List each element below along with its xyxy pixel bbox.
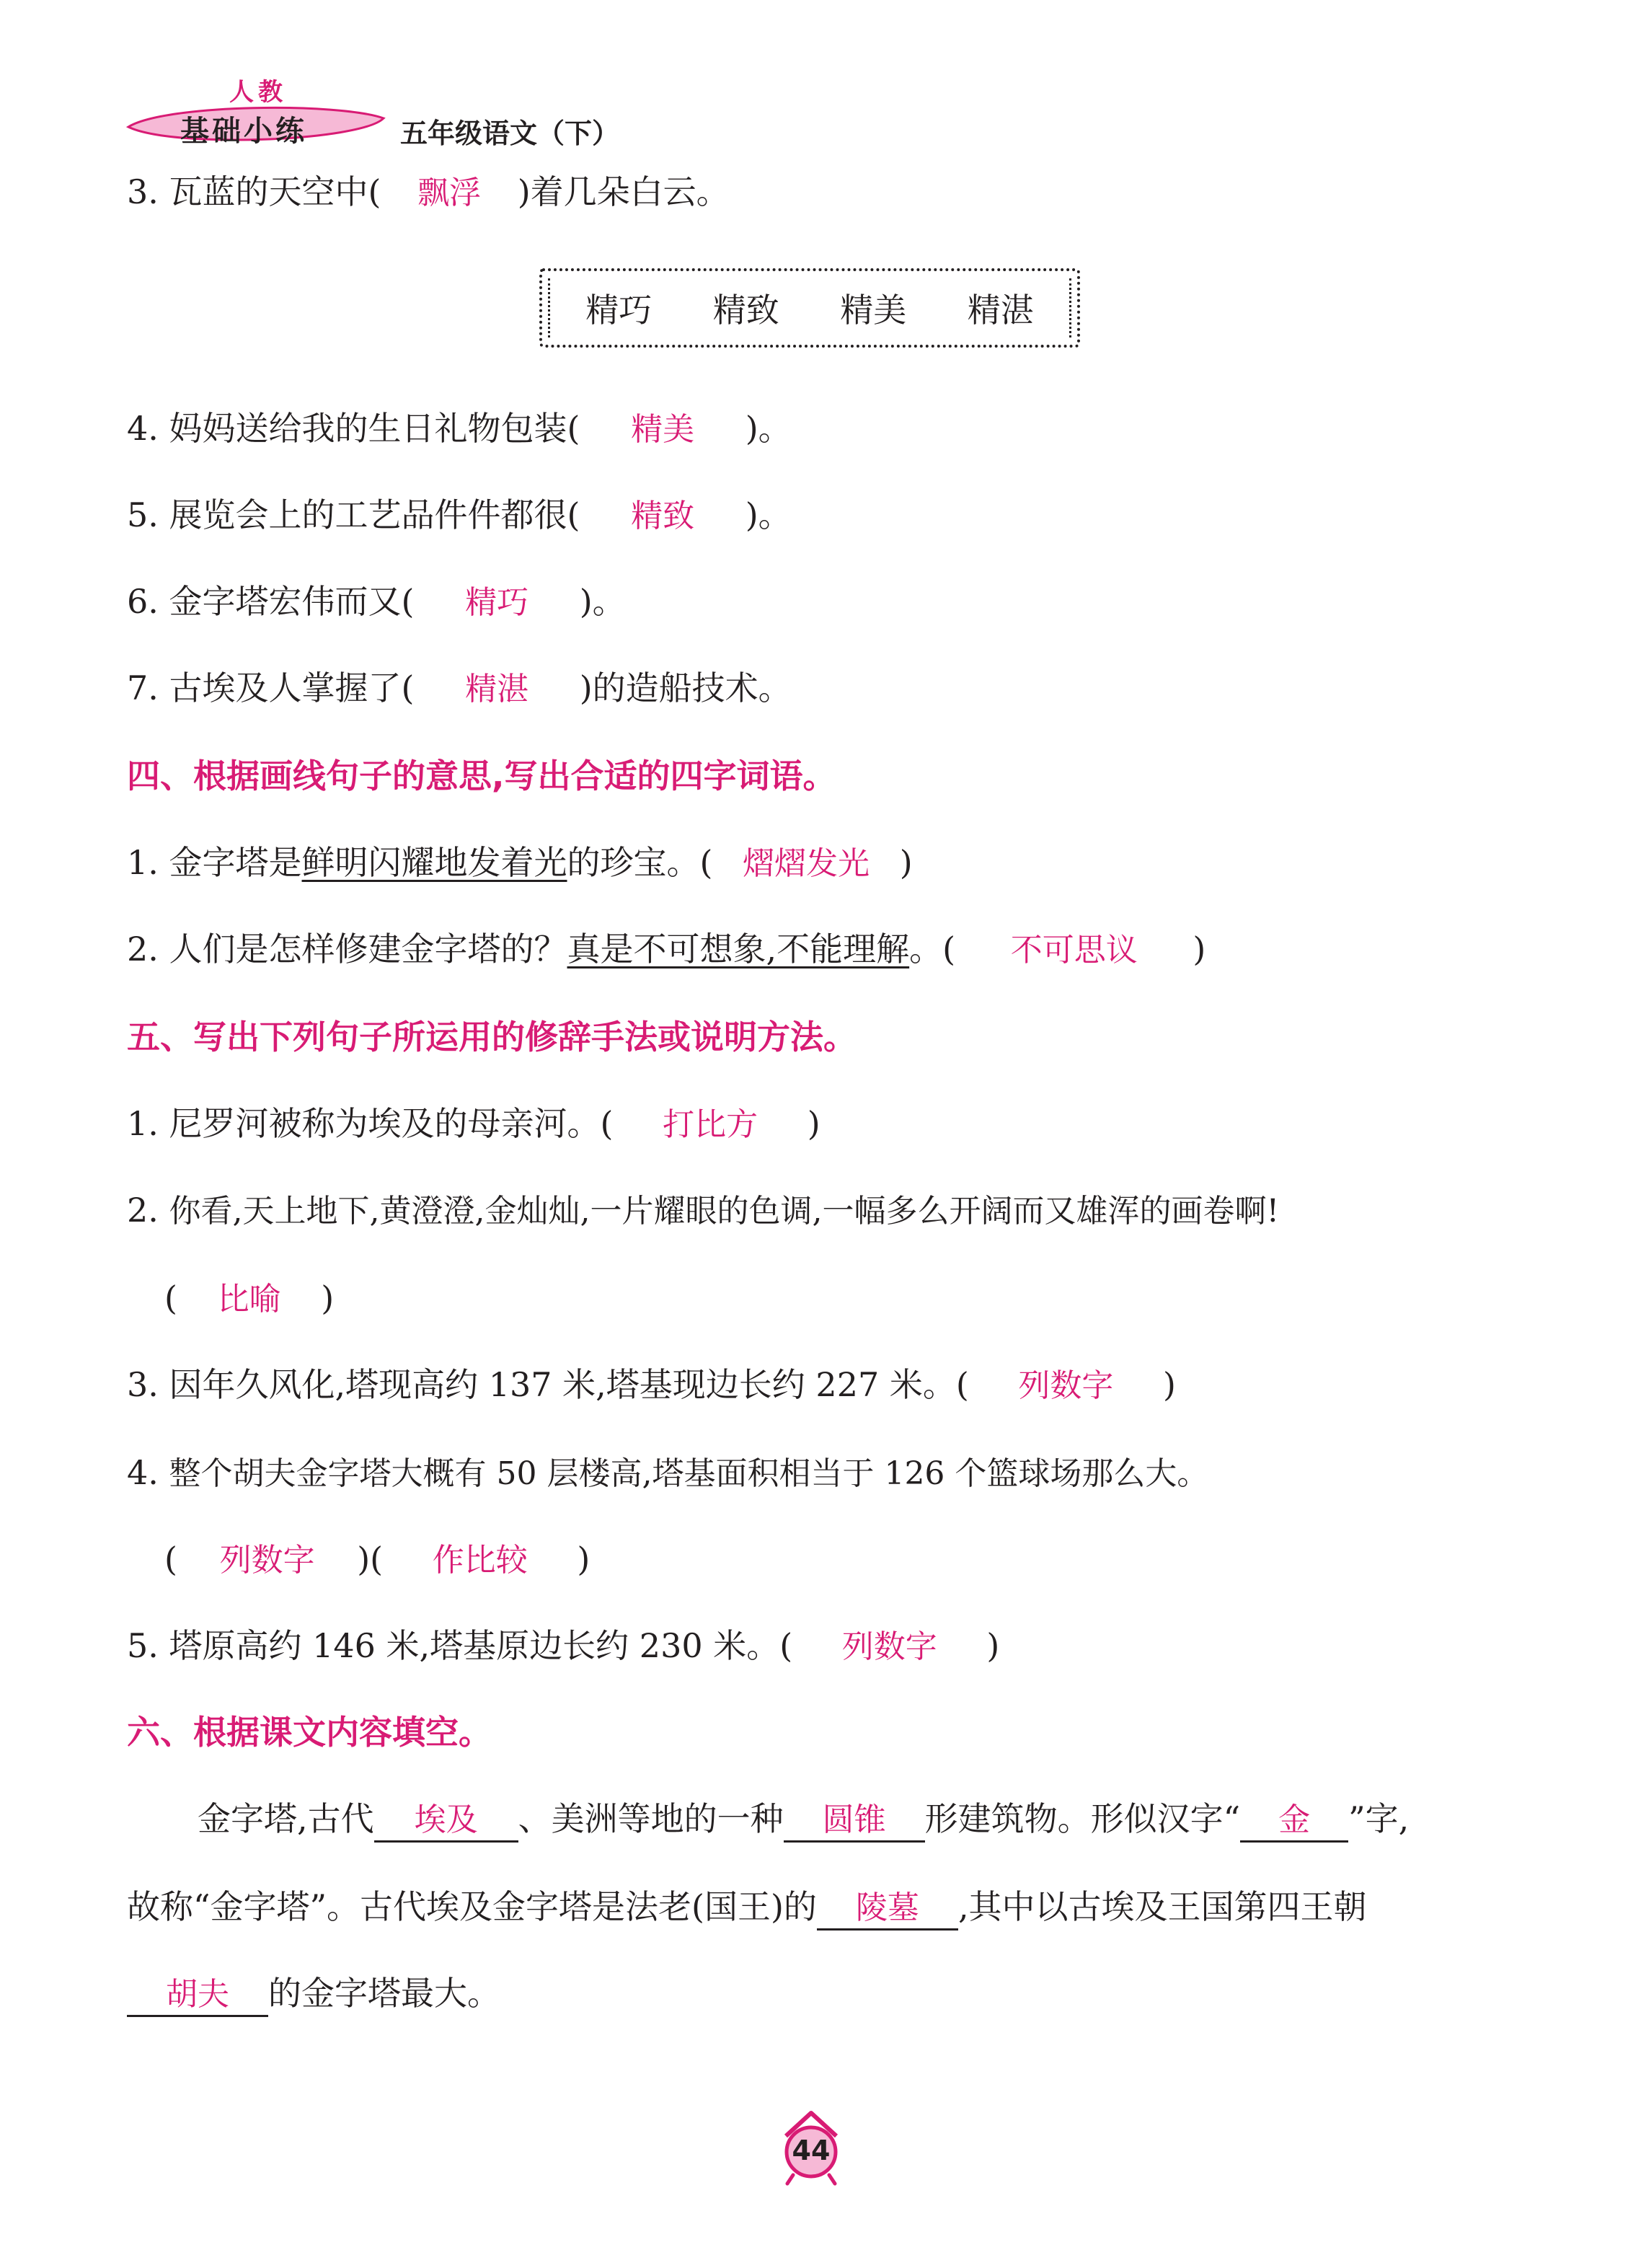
open-paren: ( — [164, 1540, 177, 1579]
section-4-question-2 — [127, 929, 1205, 971]
section-5-title: 五、写出下列句子所运用的修辞手法或说明方法。 — [127, 1018, 857, 1056]
question-number: 6. — [127, 582, 159, 621]
question-text: 金字塔是 — [169, 843, 302, 882]
paragraph-text: ”字, — [1348, 1799, 1410, 1838]
answer: 作比较 — [432, 1542, 528, 1579]
question-text-end: )。 — [579, 582, 626, 621]
question-number: 7. — [127, 669, 159, 707]
section-5-question-4-answers — [164, 1539, 590, 1581]
section-5-question-2-answer — [164, 1278, 334, 1320]
question-text: 展览会上的工艺品件件都很( — [169, 495, 580, 534]
header — [123, 72, 699, 151]
question-text-end: )。 — [745, 409, 792, 448]
question-text: 古埃及人掌握了( — [169, 669, 415, 707]
close-paren: ) — [807, 1104, 820, 1143]
word-bank-item: 精湛 — [967, 291, 1034, 330]
section-6-line-1 — [198, 1799, 1409, 1843]
answer: 比喻 — [217, 1281, 281, 1318]
question-number: 4. — [127, 409, 159, 448]
close-paren: ) — [986, 1626, 1000, 1665]
answer: 熠熠发光 — [743, 845, 870, 882]
answer: 列数字 — [219, 1542, 315, 1579]
paragraph-text: 金字塔,古代 — [198, 1799, 374, 1838]
question-text: 妈妈送给我的生日礼物包装( — [169, 409, 580, 448]
section-4-title: 四、根据画线句子的意思,写出合适的四字词语。 — [127, 756, 836, 795]
open-paren: ( — [164, 1279, 177, 1318]
answer: 列数字 — [841, 1628, 937, 1665]
answer: 打比方 — [663, 1106, 758, 1143]
close-paren: ) — [321, 1279, 335, 1318]
page-number-badge — [771, 2107, 851, 2187]
paragraph-text: 形建筑物。形似汉字“ — [924, 1799, 1241, 1838]
answer: 精湛 — [465, 671, 529, 707]
question-7 — [127, 668, 792, 710]
question-number: 1. — [127, 1104, 159, 1143]
question-text: 尼罗河被称为埃及的母亲河。( — [169, 1104, 614, 1143]
question-6 — [127, 581, 626, 623]
question-text: 你看,天上地下,黄澄澄,金灿灿,一片耀眼的色调,一幅多么开阔而又雄浑的画卷啊! — [169, 1193, 1280, 1230]
paragraph-text: 、美洲等地的一种 — [518, 1799, 784, 1838]
question-5 — [127, 495, 792, 537]
question-text: 瓦蓝的天空中( — [169, 172, 381, 211]
question-text-end: 的珍宝。( — [567, 843, 713, 882]
word-bank-item: 精美 — [840, 291, 907, 330]
underlined-phrase: 鲜明闪耀地发着光 — [301, 843, 567, 882]
fill-blank: 埃及 — [374, 1801, 518, 1843]
page-number: 44 — [792, 2135, 831, 2166]
paragraph-text: ,其中以古埃及王国第四王朝 — [957, 1887, 1367, 1926]
section-6-title: 六、根据课文内容填空。 — [127, 1713, 492, 1752]
answer: 精巧 — [465, 584, 529, 621]
question-text: 金字塔宏伟而又( — [169, 582, 415, 621]
fill-blank: 陵墓 — [817, 1889, 958, 1931]
close-paren: ) — [1193, 930, 1206, 968]
fill-blank: 圆锥 — [784, 1801, 925, 1843]
section-5-question-1 — [127, 1103, 820, 1145]
section-4-question-1 — [127, 842, 913, 884]
question-text-end: 。( — [909, 930, 956, 968]
fill-blank: 金 — [1240, 1801, 1348, 1843]
question-number: 5. — [127, 495, 159, 534]
answer: 飘浮 — [417, 175, 482, 211]
question-number: 5. — [127, 1626, 159, 1665]
close-paren: ) — [577, 1540, 590, 1579]
close-paren: ) — [1163, 1365, 1176, 1404]
header-subject: 五年级语文（下） — [400, 118, 620, 149]
question-text: 整个胡夫金字塔大概有 50 层楼高,塔基面积相当于 126 个篮球场那么大。 — [169, 1455, 1209, 1492]
question-number: 4. — [127, 1453, 159, 1492]
paragraph-text: 的金字塔最大。 — [268, 1974, 500, 2013]
question-3 — [127, 172, 730, 213]
question-number: 2. — [127, 1191, 159, 1230]
question-text-end: )着几朵白云。 — [517, 172, 730, 211]
header-series: 基础小练 — [180, 115, 307, 148]
header-publisher: 人教 — [229, 78, 287, 107]
word-bank-item: 精巧 — [585, 291, 652, 330]
section-6-line-3 — [127, 1973, 500, 2017]
word-bank-box — [539, 268, 1080, 348]
word-bank-item: 精致 — [712, 291, 779, 330]
question-text-end: )。 — [745, 495, 792, 534]
question-text: 因年久风化,塔现高约 137 米,塔基现边长约 227 米。( — [169, 1365, 969, 1404]
fill-blank: 胡夫 — [127, 1976, 268, 2017]
question-text: 塔原高约 146 米,塔基原边长约 230 米。( — [169, 1626, 793, 1665]
section-5-question-4 — [127, 1452, 1208, 1494]
underlined-phrase: 真是不可想象,不能理解 — [567, 930, 910, 968]
answer: 精致 — [631, 498, 695, 534]
question-4 — [127, 408, 792, 450]
section-6-line-2 — [127, 1887, 1367, 1931]
paren-separator: )( — [357, 1540, 384, 1579]
section-5-question-3 — [127, 1364, 1176, 1406]
answer: 精美 — [631, 411, 695, 448]
close-paren: ) — [899, 843, 913, 882]
question-number: 3. — [127, 172, 159, 211]
question-number: 1. — [127, 843, 159, 882]
question-number: 3. — [127, 1365, 159, 1404]
answer: 列数字 — [1018, 1367, 1114, 1404]
section-5-question-2 — [127, 1190, 1279, 1232]
section-5-question-5 — [127, 1625, 999, 1667]
question-text: 人们是怎样修建金字塔的？ — [169, 930, 567, 968]
question-number: 2. — [127, 930, 159, 968]
question-text-end: )的造船技术。 — [579, 669, 792, 707]
answer: 不可思议 — [1010, 932, 1138, 968]
paragraph-text: 故称“金字塔”。古代埃及金字塔是法老(国王)的 — [127, 1887, 817, 1926]
